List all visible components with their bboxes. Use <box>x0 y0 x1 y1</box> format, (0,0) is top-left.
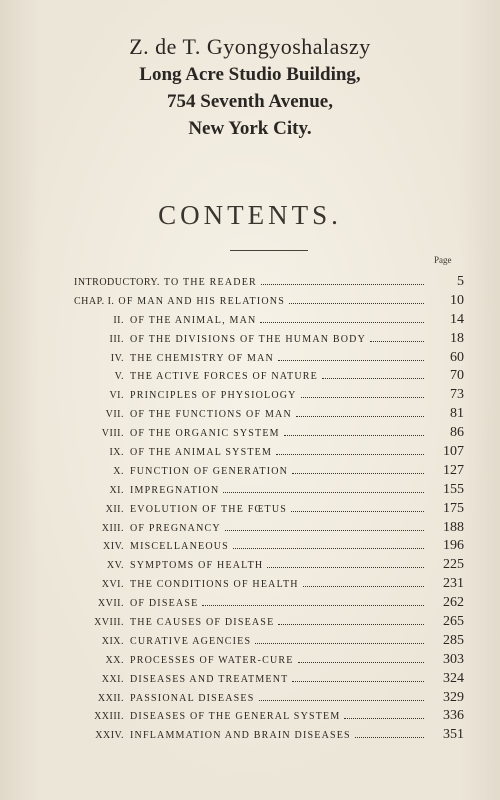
chapter-number: XIX. <box>101 635 124 647</box>
page-number: 188 <box>443 519 464 535</box>
dot-leader <box>223 492 424 493</box>
chapter-title: DISEASES AND TREATMENT <box>130 673 289 685</box>
chapter-title: OF THE ANIMAL SYSTEM <box>130 447 273 459</box>
chapter-number: II. <box>113 314 124 326</box>
chapter-number: V. <box>114 371 124 383</box>
dot-leader <box>276 454 424 455</box>
dot-leader <box>267 567 424 568</box>
page-number: 5 <box>457 274 464 289</box>
page-number: 60 <box>450 349 464 365</box>
chapter-number: XVII. <box>97 598 124 610</box>
toc-entry <box>74 482 464 501</box>
dot-leader <box>355 737 424 738</box>
chapter-number: XXIII. <box>94 711 124 723</box>
page-number: 14 <box>450 311 464 327</box>
page-number: 155 <box>443 481 464 497</box>
dot-leader <box>233 548 424 549</box>
toc-entry <box>74 614 464 633</box>
page-number: 225 <box>443 557 464 573</box>
chapter-title: EVOLUTION OF THE FŒTUS <box>130 503 288 515</box>
dot-leader <box>292 681 424 682</box>
page-number: 18 <box>450 330 464 346</box>
toc-entry <box>74 463 464 482</box>
chapter-title: CURATIVE AGENCIES <box>130 635 252 647</box>
chapter-title: SYMPTOMS OF HEALTH <box>130 560 264 572</box>
toc-entry <box>74 520 464 539</box>
toc-entry <box>74 293 464 312</box>
chapter-title: THE CHEMISTRY OF MAN <box>130 352 274 364</box>
chapter-title: OF MAN AND HIS RELATIONS <box>118 295 285 307</box>
page-number: 86 <box>450 425 464 441</box>
chapter-number: XV. <box>106 560 124 572</box>
dot-leader <box>303 586 424 587</box>
toc-entry <box>74 557 464 576</box>
chapter-number: X. <box>113 465 124 477</box>
toc-entry <box>74 350 464 369</box>
chapter-title: FUNCTION OF GENERATION <box>130 465 289 477</box>
toc-entry <box>74 425 464 444</box>
toc-entry <box>74 368 464 387</box>
page-number: 265 <box>443 614 464 630</box>
page-number: 73 <box>450 387 464 403</box>
chapter-number: VII. <box>105 409 124 421</box>
chapter-title: PROCESSES OF WATER-CURE <box>130 654 294 666</box>
chapter-number: INTRODUCTORY. <box>74 277 160 288</box>
owner-stamp-address-line1: Long Acre Studio Building, <box>139 64 361 85</box>
chapter-title: OF DISEASE <box>130 598 199 610</box>
dot-leader <box>370 341 424 342</box>
chapter-title: THE ACTIVE FORCES OF NATURE <box>130 371 318 383</box>
chapter-title: PASSIONAL DISEASES <box>130 692 255 704</box>
chapter-number: XVIII. <box>94 617 124 629</box>
owner-stamp-name: Z. de T. Gyongyoshalaszy <box>129 34 371 59</box>
chapter-title: IMPREGNATION <box>130 484 220 496</box>
dot-leader <box>278 360 424 361</box>
chapter-title: OF THE ANIMAL, MAN <box>130 314 257 326</box>
page-number: 351 <box>443 727 464 743</box>
toc-entry <box>74 727 464 746</box>
chapter-title: DISEASES OF THE GENERAL SYSTEM <box>130 711 341 723</box>
chapter-number: XI. <box>109 484 124 496</box>
page-number: 10 <box>450 292 464 308</box>
toc-entry <box>74 652 464 671</box>
toc-entry <box>74 444 464 463</box>
dot-leader <box>291 511 424 512</box>
chapter-number: XXII. <box>97 692 124 704</box>
chapter-number: XIV. <box>103 541 124 553</box>
chapter-title: INFLAMMATION AND BRAIN DISEASES <box>130 730 351 742</box>
page-number: 231 <box>443 576 464 592</box>
toc-entry <box>74 576 464 595</box>
chapter-title: OF PREGNANCY <box>130 522 221 534</box>
page-number: 303 <box>443 651 464 667</box>
toc-entry <box>74 595 464 614</box>
dot-leader <box>259 700 425 701</box>
chapter-number: VI. <box>109 390 124 402</box>
page-number: 285 <box>443 632 464 648</box>
page-number: 70 <box>450 368 464 384</box>
dot-leader <box>289 303 424 304</box>
page-number: 196 <box>443 538 464 554</box>
toc-entry <box>74 501 464 520</box>
toc-entry <box>74 633 464 652</box>
chapter-title: OF THE FUNCTIONS OF MAN <box>130 409 292 421</box>
chapter-number: III. <box>109 333 124 345</box>
chapter-title: THE CONDITIONS OF HEALTH <box>130 579 299 591</box>
chapter-title: THE CAUSES OF DISEASE <box>130 617 275 629</box>
dot-leader <box>284 435 424 436</box>
page-column-label: Page <box>434 255 452 265</box>
dot-leader <box>344 718 424 719</box>
page-number: 336 <box>443 708 464 724</box>
page-number: 127 <box>443 462 464 478</box>
chapter-number: XII. <box>105 503 124 515</box>
dot-leader <box>255 643 424 644</box>
chapter-title: PRINCIPLES OF PHYSIOLOGY <box>130 390 297 402</box>
dot-leader <box>278 624 424 625</box>
chapter-number: XXIV. <box>95 730 124 742</box>
chapter-number: CHAP. I. <box>74 295 115 307</box>
toc-entry <box>74 312 464 331</box>
dot-leader <box>322 378 424 379</box>
dot-leader <box>225 530 424 531</box>
dot-leader <box>301 397 424 398</box>
chapter-title: OF THE ORGANIC SYSTEM <box>130 428 280 440</box>
toc-entry <box>74 538 464 557</box>
table-of-contents <box>74 274 464 746</box>
page-title: CONTENTS. <box>158 200 342 230</box>
dot-leader <box>202 605 424 606</box>
toc-entry <box>74 387 464 406</box>
page-number: 329 <box>443 689 464 705</box>
chapter-number: XIII. <box>101 522 124 534</box>
chapter-number: VIII. <box>101 428 124 440</box>
chapter-title: OF THE DIVISIONS OF THE HUMAN BODY <box>130 333 366 345</box>
toc-entry <box>74 671 464 690</box>
dot-leader <box>292 473 424 474</box>
toc-entry <box>74 274 464 293</box>
page-number: 175 <box>443 500 464 516</box>
toc-entry <box>74 331 464 350</box>
page-number: 324 <box>443 670 464 686</box>
chapter-number: XX. <box>105 654 124 666</box>
toc-entry <box>74 690 464 709</box>
owner-stamp-address-line2: 754 Seventh Avenue, <box>167 91 333 112</box>
toc-entry <box>74 708 464 727</box>
dot-leader <box>261 284 424 285</box>
toc-entry <box>74 406 464 425</box>
dot-leader <box>296 416 424 417</box>
owner-stamp-address-line3: New York City. <box>188 118 312 139</box>
chapter-number: IV. <box>110 352 124 364</box>
chapter-number: XXI. <box>101 673 124 685</box>
chapter-title: TO THE READER <box>163 277 257 288</box>
page-number: 81 <box>450 406 464 422</box>
chapter-number: XVI. <box>101 579 124 591</box>
dot-leader <box>298 662 424 663</box>
page-number: 262 <box>443 595 464 611</box>
dot-leader <box>260 322 424 323</box>
page-number: 107 <box>443 444 464 460</box>
title-divider <box>230 250 308 251</box>
chapter-number: IX. <box>109 447 124 459</box>
chapter-title: MISCELLANEOUS <box>130 541 229 553</box>
